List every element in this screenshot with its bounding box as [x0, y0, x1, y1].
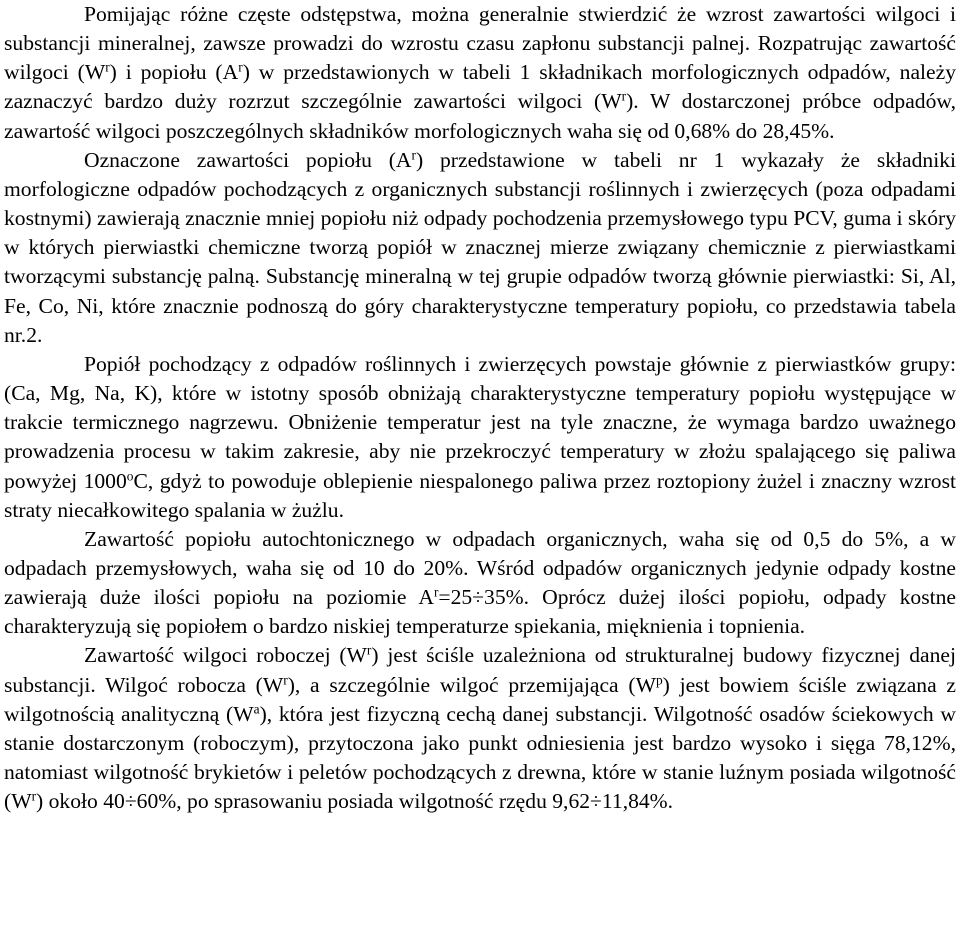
- text-run: ). W dostarczonej próbce odpadów, zawartość wilgoci poszczególnych składników morfologicznych waha się od 0,68% do 28,45%.: [4, 89, 956, 143]
- superscript: r: [366, 643, 372, 659]
- text-run: ) przedstawione w tabeli nr 1 wykazały że składniki morfologiczne odpadów pochodzących z organicznych substancji roślinnych i zwierzęcych (poza odpadami kostnymi) zawierają znacznie mniej popiołu niż odpady pochodzenia przemysłowego typu PCV, guma i skóry w których pierwiastki chemiczne tworzą popiół w znacznej mierze związany chemicznie z pierwiastkami tworzącymi substancję palną. Substancję mineralną w tej grupie odpadów tworzą głównie pierwiastki: Si, Al, Fe, Co, Ni, które znacznie podnoszą do góry charakterystyczne temperatury popiołu, co przedstawia tabela nr.2.: [4, 147, 956, 347]
- superscript: r: [411, 147, 416, 163]
- paragraph-3: [4, 350, 956, 525]
- text-run: ) i popiołu (A: [109, 60, 239, 85]
- text-run: ), która jest fizyczną cechą danej substancji. Wilgotność osadów ściekowych w stanie dostarczonym (roboczym), przytoczona jako punkt odniesienia jest bardzo wysoko i sięga 78,12%, natomiast wilgotność brykietów i peletów pochodzących z drewna, które w stanie luźnym posiada wilgotność (W: [4, 701, 957, 814]
- text-run: ) jest bowiem ściśle związana z wilgotnością analityczną (W: [4, 672, 956, 726]
- text-run: ) w przedstawionych w tabeli 1 składnikach morfologicznych odpadów, należy zaznaczyć bardzo duży rozrzut szczególnie zawartości wilgoci (W: [4, 60, 957, 114]
- text-run: Popiół pochodzący z odpadów roślinnych i zwierzęcych powstaje głównie z pierwiastków grupy: (Ca, Mg, Na, K), które w istotny sposób obniżają charakterystyczne temperatury popiołu występujące w trakcie termicznego nagrzewu. Obniżenie temperatur jest na tyle znaczne, że wymaga bardzo uważnego prowadzenia procesu w takim zakresie, aby nie przekroczyć temperatury w złożu spalającego się paliwa powyżej 1000: [4, 351, 956, 493]
- paragraph-4: [4, 525, 956, 642]
- text-run: Zawartość wilgoci roboczej (W: [84, 643, 367, 668]
- text-run: ) około 40÷60%, po sprasowaniu posiada wilgotność rzędu 9,62÷11,84%.: [36, 789, 674, 814]
- superscript: o: [126, 468, 134, 484]
- paragraph-2: [4, 146, 956, 350]
- text-run: Pomijając różne częste odstępstwa, można generalnie stwierdzić że wzrost zawartości wilgoci i substancji mineralnej, zawsze prowadzi do wzrostu czasu zapłonu substancji palnej. Rozpatrując zawartość wilgoci (W: [4, 2, 956, 85]
- superscript: r: [105, 59, 110, 75]
- text-run: =25÷35%. Oprócz dużej ilości popiołu, odpady kostne charakteryzują się popiołem o bardzo niskiej temperaturze spiekania, mięknienia i topnienia.: [4, 585, 956, 639]
- paragraph-1: [4, 0, 956, 146]
- superscript: r: [621, 89, 627, 105]
- paragraph-5: [4, 641, 956, 816]
- text-run: Zawartość popiołu autochtonicznego w odpadach organicznych, waha się od 0,5 do 5%, a w odpadach przemysłowych, waha się od 10 do 20%. Wśród odpadów organicznych jedynie odpady kostne zawierają duże ilości popiołu na poziomie A: [4, 526, 956, 610]
- text-run: C, gdyż to powoduje oblepienie niespalonego paliwa przez roztopiony żużel i znaczny wzrost straty niecałkowitego spalania w żużlu.: [4, 468, 956, 522]
- superscript: r: [31, 788, 37, 804]
- superscript: a: [253, 701, 260, 717]
- text-run: ) jest ściśle uzależniona od strukturalnej budowy fizycznej danej substancji. Wilgoć robocza (W: [4, 643, 956, 697]
- text-run: Oznaczone zawartości popiołu (A: [84, 147, 412, 172]
- superscript: r: [283, 672, 288, 688]
- superscript: r: [433, 584, 439, 600]
- superscript: r: [238, 59, 243, 75]
- text-run: ), a szczególnie wilgoć przemijająca (W: [287, 672, 656, 697]
- superscript: p: [655, 672, 663, 688]
